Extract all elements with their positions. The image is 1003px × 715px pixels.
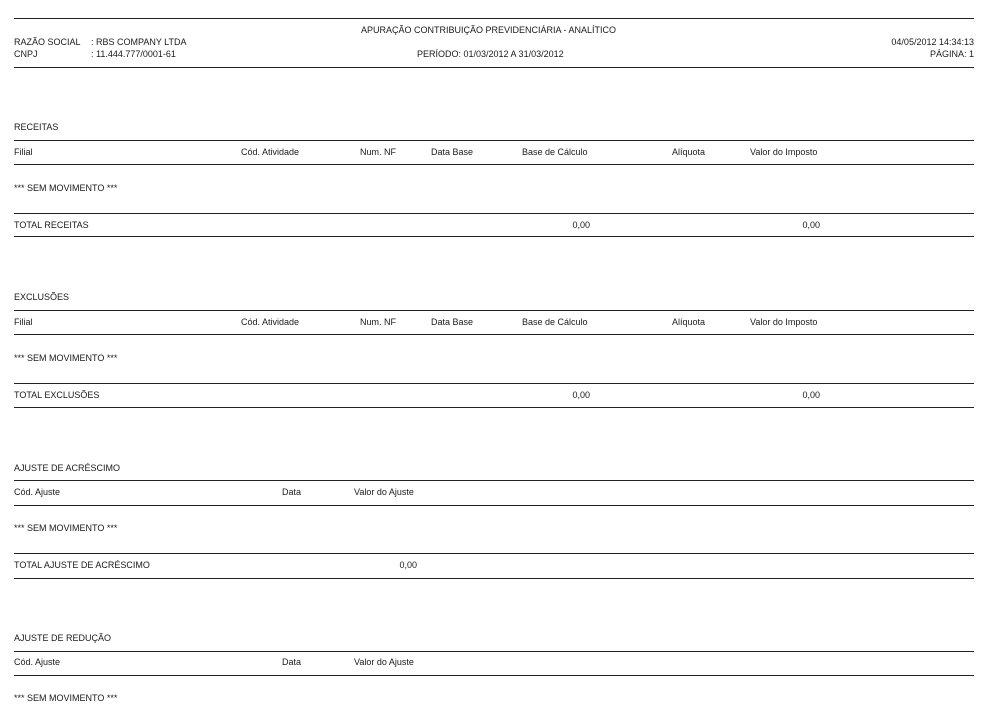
col-valor-imposto: Valor do Imposto	[750, 317, 818, 327]
acrescimo-header-bottom-rule	[14, 505, 974, 506]
exclusoes-empty-message: *** SEM MOVIMENTO ***	[14, 353, 118, 363]
cnpj-value: : 11.444.777/0001-61	[91, 49, 176, 59]
col-data-base: Data Base	[431, 147, 474, 157]
razao-social-value: : RBS COMPANY LTDA	[91, 37, 187, 47]
col-data: Data	[282, 487, 302, 497]
reducao-empty-message: *** SEM MOVIMENTO ***	[14, 693, 118, 703]
section-title-receitas: RECEITAS	[14, 122, 59, 132]
reducao-header-top-rule	[14, 651, 974, 652]
col-base-calculo: Base de Cálculo	[522, 147, 588, 157]
col-filial: Filial	[14, 317, 33, 327]
reducao-header-bottom-rule	[14, 675, 974, 676]
receitas-header-bottom-rule	[14, 164, 974, 165]
col-cod-ajuste: Cód. Ajuste	[14, 657, 61, 667]
exclusoes-header-top-rule	[14, 310, 974, 311]
acrescimo-header-top-rule	[14, 480, 974, 481]
col-valor-ajuste: Valor do Ajuste	[354, 487, 414, 497]
acrescimo-total-top-rule	[14, 553, 974, 554]
col-valor-ajuste: Valor do Ajuste	[354, 657, 414, 667]
col-num-nf: Num. NF	[360, 317, 396, 327]
periodo: PERÍODO: 01/03/2012 A 31/03/2012	[417, 49, 564, 59]
section-title-ajuste-acrescimo: AJUSTE DE ACRÉSCIMO	[14, 463, 121, 473]
col-base-calculo: Base de Cálculo	[522, 317, 588, 327]
acrescimo-total-bottom-rule	[14, 578, 974, 579]
razao-social-label: RAZÃO SOCIAL	[14, 37, 81, 47]
receitas-total-bottom-rule	[14, 236, 974, 237]
section-title-exclusoes: EXCLUSÕES	[14, 292, 70, 302]
exclusoes-total-bottom-rule	[14, 407, 974, 408]
receitas-empty-message: *** SEM MOVIMENTO ***	[14, 183, 118, 193]
col-filial: Filial	[14, 147, 33, 157]
col-aliquota: Alíquota	[672, 147, 706, 157]
col-cod-atividade: Cód. Atividade	[241, 317, 300, 327]
report-datetime: 04/05/2012 14:34:13	[891, 37, 974, 47]
total-acrescimo-label: TOTAL AJUSTE DE ACRÉSCIMO	[14, 560, 150, 570]
total-exclusoes-imposto: 0,00	[802, 390, 820, 400]
col-cod-ajuste: Cód. Ajuste	[14, 487, 61, 497]
col-data: Data	[282, 657, 302, 667]
total-receitas-label: TOTAL RECEITAS	[14, 220, 89, 230]
receitas-header-top-rule	[14, 140, 974, 141]
exclusoes-total-top-rule	[14, 383, 974, 384]
header-top-rule	[14, 18, 974, 19]
total-acrescimo-valor: 0,00	[399, 560, 417, 570]
total-exclusoes-base: 0,00	[572, 390, 590, 400]
col-aliquota: Alíquota	[672, 317, 706, 327]
total-receitas-base: 0,00	[572, 220, 590, 230]
report-title: APURAÇÃO CONTRIBUIÇÃO PREVIDENCIÁRIA - ANALÍTICO	[361, 25, 617, 35]
col-data-base: Data Base	[431, 317, 474, 327]
cnpj-label: CNPJ	[14, 49, 38, 59]
total-exclusoes-label: TOTAL EXCLUSÕES	[14, 390, 100, 400]
total-receitas-imposto: 0,00	[802, 220, 820, 230]
exclusoes-header-bottom-rule	[14, 334, 974, 335]
col-cod-atividade: Cód. Atividade	[241, 147, 300, 157]
section-title-ajuste-reducao: AJUSTE DE REDUÇÃO	[14, 633, 112, 643]
col-num-nf: Num. NF	[360, 147, 396, 157]
acrescimo-empty-message: *** SEM MOVIMENTO ***	[14, 523, 118, 533]
header-bottom-rule	[14, 67, 974, 68]
receitas-total-top-rule	[14, 213, 974, 214]
col-valor-imposto: Valor do Imposto	[750, 147, 818, 157]
page-number: PÁGINA: 1	[929, 49, 974, 59]
